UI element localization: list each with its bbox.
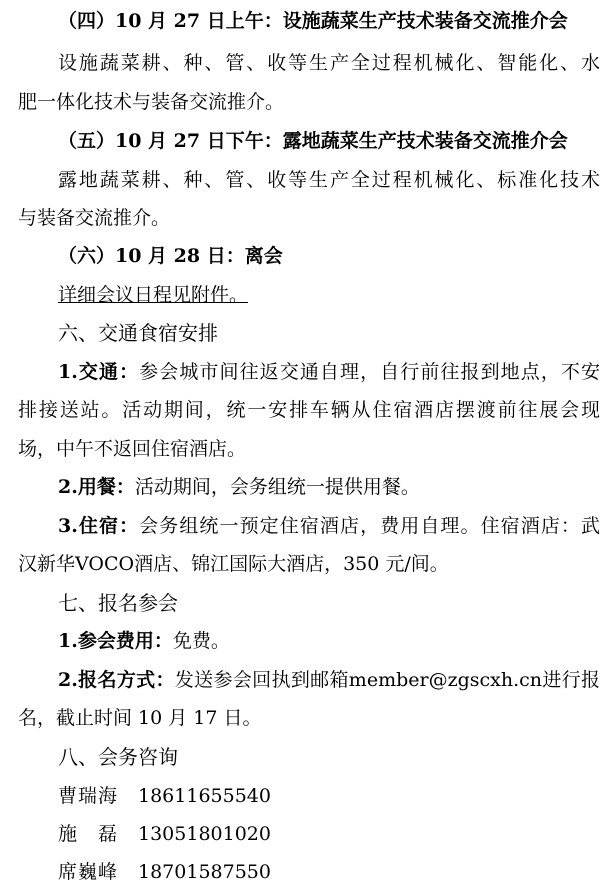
contact-name: 施 磊	[58, 823, 119, 845]
registration-label: 2.报名方式：	[58, 669, 175, 691]
schedule-item-5-text-line2: 与装备交流推介。	[18, 207, 171, 229]
transport-text: 参会城市间往返交通自理，自行前往报到地点，不安	[139, 361, 600, 383]
schedule-attachment-note[interactable]: 详细会议日程见附件。	[58, 284, 249, 306]
meals-text: 活动期间，会务组统一提供用餐。	[134, 476, 420, 498]
meals-line	[58, 474, 600, 500]
contact-name: 曹瑞海	[58, 785, 119, 807]
fee-text: 免费。	[172, 630, 230, 652]
transport-line3: 场，中午不返回住宿酒店。	[18, 438, 247, 460]
fee-line	[58, 628, 600, 654]
schedule-item-5-text-line1: 露地蔬菜耕、种、管、收等生产全过程机械化、标准化技术	[58, 169, 600, 191]
transport-label: 1.交通：	[58, 361, 140, 383]
schedule-item-4-text-line2: 肥一体化技术与装备交流推介。	[18, 91, 285, 113]
contact-phone[interactable]: 13051801020	[138, 823, 271, 845]
contact-phone[interactable]: 18701587550	[138, 861, 271, 883]
lodging-line2: 汉新华VOCO酒店、锦江国际大酒店，350 元/间。	[18, 553, 449, 575]
schedule-item-5-heading: （五）10 月 27 日下午：露地蔬菜生产技术装备交流推介会	[58, 130, 568, 152]
section-7-heading: 七、报名参会	[58, 591, 178, 615]
schedule-item-4-text-line1: 设施蔬菜耕、种、管、收等生产全过程机械化、智能化、水	[58, 52, 600, 74]
section-6-heading: 六、交通食宿安排	[58, 321, 218, 345]
schedule-item-6-heading: （六）10 月 28 日：离会	[58, 245, 283, 267]
registration-line1	[58, 667, 600, 693]
registration-text[interactable]: 发送参会回执到邮箱member@zgscxh.cn进行报	[174, 669, 600, 691]
contact-phone[interactable]: 18611655540	[138, 785, 271, 807]
registration-line2: 名，截止时间 10 月 17 日。	[18, 707, 262, 729]
lodging-line1	[58, 513, 600, 539]
transport-line1	[58, 359, 600, 385]
fee-label: 1.参会费用：	[58, 630, 173, 652]
lodging-text: 会务组统一预定住宿酒店，费用自理。住宿酒店：武	[139, 515, 600, 537]
lodging-label: 3.住宿：	[58, 515, 140, 537]
meals-label: 2.用餐：	[58, 476, 135, 498]
contact-row	[58, 783, 600, 809]
transport-line2: 排接送站。活动期间，统一安排车辆从住宿酒店摆渡前往展会现	[18, 399, 600, 421]
contact-row	[58, 821, 600, 847]
contact-name: 席巍峰	[58, 861, 119, 883]
contact-row	[58, 859, 600, 885]
schedule-item-4-heading: （四）10 月 27 日上午：设施蔬菜生产技术装备交流推介会	[58, 10, 568, 32]
section-8-heading: 八、会务咨询	[58, 745, 178, 769]
